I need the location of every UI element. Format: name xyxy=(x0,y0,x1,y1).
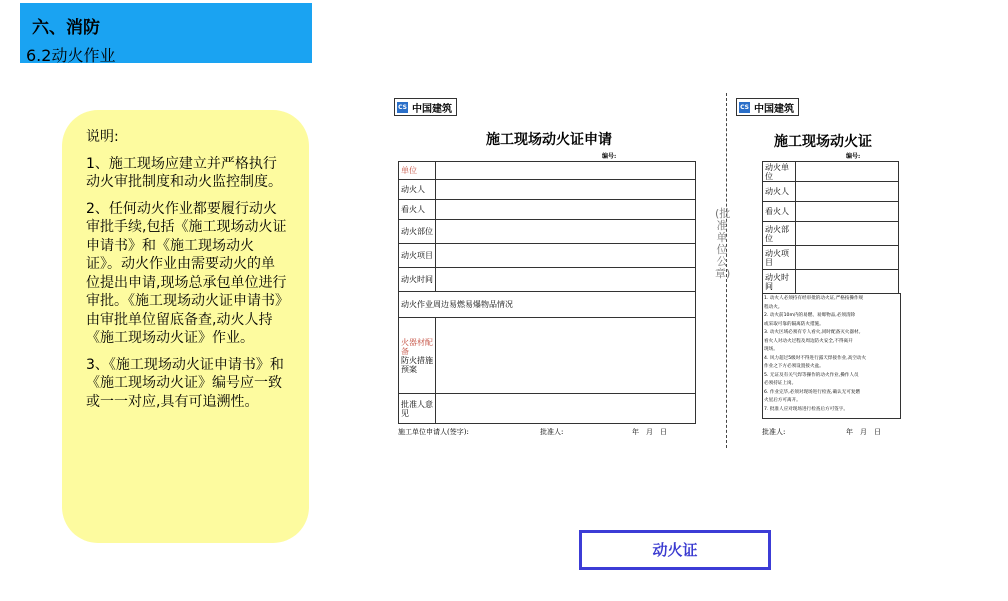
application-table: 单位 动火人 看火人 动火部位 动火项目 动火时间 动火作业周边易燃易爆物品情况 火器材配备 防火措施预案 批准人意见 xyxy=(398,161,696,424)
form-number-label: 编号: xyxy=(602,153,617,160)
footer-approver: 批准人: xyxy=(540,428,564,436)
logo-icon: CS xyxy=(398,103,407,111)
section-title: 六、消防 xyxy=(32,18,100,38)
note-paragraph: 3、《施工现场动火证申请书》和《施工现场动火证》编号应一致或一一对应,具有可追溯性。 xyxy=(86,356,284,410)
permit-footer-date: 年 月 日 xyxy=(846,428,881,436)
logo-icon: CS xyxy=(740,103,749,111)
footer-applicant: 施工单位申请人(签字): xyxy=(398,428,469,436)
note-paragraph: 2、任何动火作业都要履行动火审批手续,包括《施工现场动火证申请书》和《施工现场动火证》。动火作业由需要动火的单位提出申请,现场总承包单位进行审批。《施工现场动火证申请书》由审批单位留底备查,动火人持《施工现场动火证》作业。 xyxy=(86,200,287,346)
permit-table: 动火单位 动火人 看火人 动火部位 动火项目 动火时间 xyxy=(762,161,899,294)
permit-number-label: 编号: xyxy=(846,153,861,160)
fire-permit-button[interactable]: 动火证 xyxy=(579,530,771,570)
company-logo: CS 中国建筑 xyxy=(736,98,799,116)
permit-rules: 1. 动火人必须持有经审批的动火证,严格按操作规 程动火。 2. 动火前10m内的易燃、易爆物品,必须清除 或采取可靠的隔离防火措施。 3. 动火区域必须有专人看火,同时配备灭火器材。 看火人对动火过程及周边防火安全,不得离开 现场。 4. 风力超过5级时不得进行露天焊接作业,高空动火 作业之下方必须设置接火盆。 5. 无证及有关气焊等操作的动火作业,操作人员 必须持证上岗。 6. 作业完毕,必须对现场进行检查,确认无可复燃 火星后方可离开。 7. 批准人应对现场进行检查后方可签字。 xyxy=(764,296,867,412)
note-heading: 说明: xyxy=(86,129,119,145)
application-form xyxy=(378,93,716,448)
permit-footer-approver: 批准人: xyxy=(762,428,786,436)
explanation-note xyxy=(62,110,309,543)
section-subtitle: 6.2动火作业 xyxy=(26,46,116,65)
note-paragraph: 1、施工现场应建立并严格执行动火审批制度和动火监控制度。 xyxy=(86,155,282,190)
permit-forms-image xyxy=(378,93,909,448)
footer-date: 年 月 日 xyxy=(632,428,667,436)
stamp-text: (批准单位公章) xyxy=(715,207,731,280)
permit-title: 施工现场动火证 xyxy=(774,134,872,150)
form-title: 施工现场动火证申请 xyxy=(486,132,612,148)
company-logo: CS 中国建筑 xyxy=(394,98,457,116)
section-header xyxy=(20,3,312,63)
